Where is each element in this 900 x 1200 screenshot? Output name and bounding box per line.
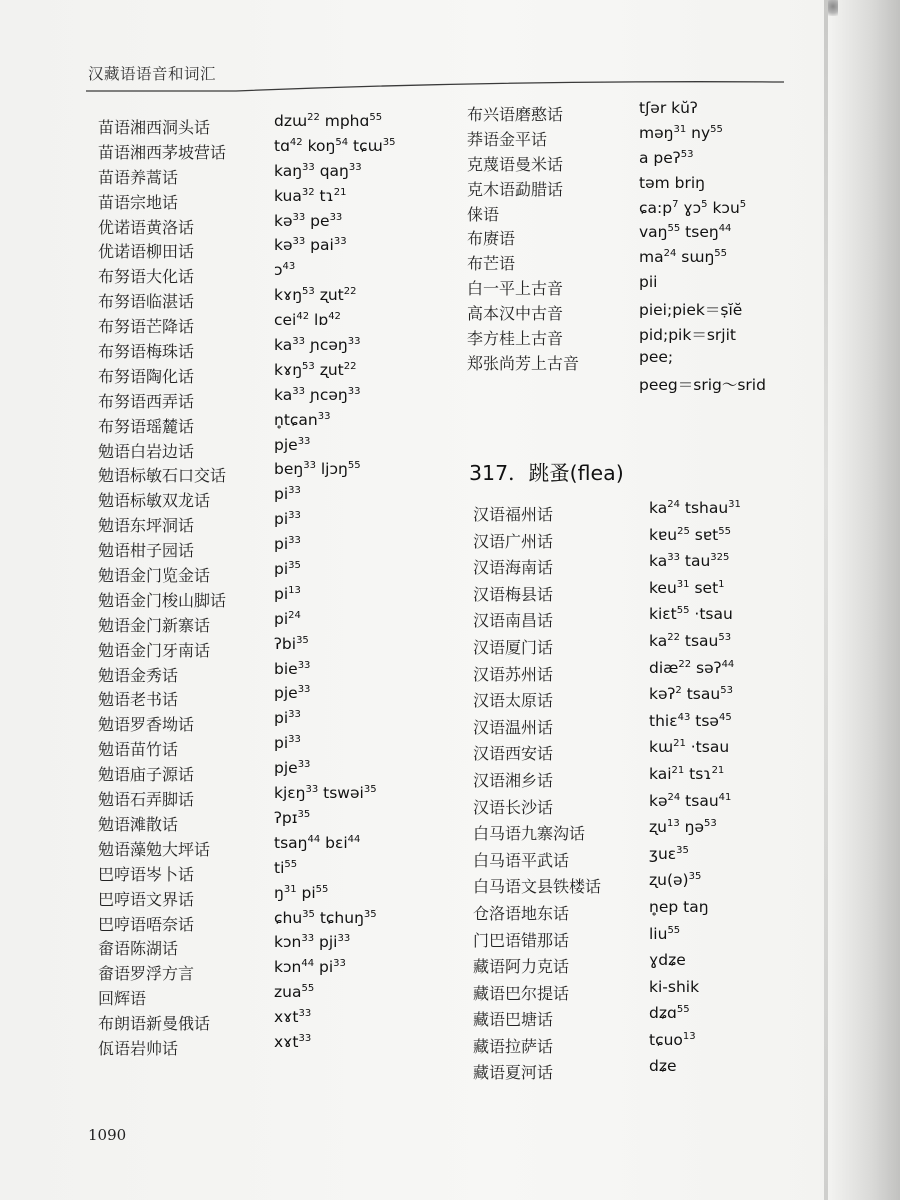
- dialect-name: 勉语滩散话: [98, 814, 179, 834]
- dialect-name: 苗语养蒿话: [98, 167, 179, 187]
- entry-row: [98, 1032, 418, 1061]
- phonetic-form: tʃər kŭʔ: [639, 99, 698, 117]
- dialect-name: 藏语巴塘话: [473, 1010, 554, 1030]
- phonetic-form: piei;piek＝ṣĭĕ: [639, 301, 743, 320]
- dialect-name: 汉语太原话: [473, 691, 554, 711]
- phonetic-form: vaŋ$^{55}$ tseŋ$^{44}$: [639, 223, 732, 242]
- phonetic-form: kiɛt$^{55}$ ·tsau: [649, 605, 733, 624]
- phonetic-form: diæ$^{22}$ səʔ$^{44}$: [649, 658, 735, 677]
- entry-row: [98, 908, 418, 937]
- dialect-name: 汉语湘乡话: [473, 770, 554, 790]
- entry-row: [473, 924, 823, 955]
- phonetic-form: təm briŋ: [639, 173, 705, 192]
- dialect-name: 勉语标敏石口交话: [98, 466, 227, 486]
- phonetic-form: ɕhu$^{35}$ tɕhuŋ$^{35}$: [274, 908, 377, 927]
- dialect-name: 汉语温州话: [473, 717, 554, 737]
- dialect-name: 巴哼语岑卜话: [98, 864, 195, 884]
- phonetic-form: kə$^{33}$ $pe^{33}$: [274, 211, 343, 230]
- phonetic-form: ki-shik: [649, 977, 700, 996]
- phonetic-form: kjɛŋ$^{33}$ tswəi$^{35}$: [274, 784, 377, 803]
- phonetic-form: kɐu$^{25}$ sɐt$^{55}$: [649, 525, 731, 544]
- entry-row: [98, 609, 418, 638]
- dialect-name: 克木语勐腊话: [467, 179, 564, 199]
- phonetic-form: kɤŋ$^{53}$ ʐut$^{22}$: [274, 360, 357, 379]
- entry-row: [473, 764, 823, 795]
- entry-row: [98, 983, 418, 1011]
- entry-row: [98, 236, 418, 264]
- phonetic-form: kɤŋ$^{53}$ ʐut$^{22}$: [274, 286, 357, 305]
- entry-row: [98, 435, 418, 464]
- phonetic-form: ʒuɛ$^{35}$: [649, 844, 689, 863]
- entry-row: [473, 525, 823, 556]
- entry-row: [98, 385, 418, 414]
- entry-row: [98, 261, 418, 289]
- phonetic-form: $ti^{55}$: [274, 858, 298, 877]
- phonetic-form: keu$^{31}$ set$^1$: [649, 578, 725, 597]
- entry-row: [98, 535, 418, 563]
- phonetic-form: pee;: [639, 347, 674, 366]
- entry-row: [473, 499, 823, 529]
- phonetic-form: $pi^{35}$: [274, 560, 301, 579]
- phonetic-form: $ɕa:p^7$ ɣɔ$^5$ kɔu$^5$: [639, 198, 747, 217]
- entry-row: [98, 634, 418, 663]
- dialect-name: 藏语夏河话: [473, 1063, 554, 1083]
- right-top-entry-list: [467, 99, 817, 401]
- dialect-name: 苗语湘西洞头话: [98, 118, 211, 137]
- dialect-name: 白马语平武话: [473, 850, 570, 870]
- dialect-name: 布努语梅珠话: [98, 342, 195, 362]
- entry-row: [473, 1030, 823, 1061]
- dialect-name: 优诺语黄洛话: [98, 217, 195, 237]
- dialect-name: 勉语东坪洞话: [98, 516, 195, 536]
- dialect-name: 布芒语: [467, 254, 516, 274]
- phonetic-form: n̥ep taŋ: [649, 897, 709, 916]
- entry-row: [473, 1004, 823, 1034]
- dialect-name: 优诺语柳田话: [98, 242, 195, 262]
- dialect-name: 巴哼语文界话: [98, 889, 195, 909]
- phonetic-form: $pi^{33}$: [274, 485, 301, 504]
- dialect-name: 汉语海南话: [473, 558, 554, 578]
- dialect-name: 克蔑语曼米话: [467, 154, 564, 174]
- entry-row: [98, 311, 418, 339]
- section-title: 317．跳蚤(flea): [469, 461, 624, 485]
- entry-row: [98, 659, 418, 688]
- phonetic-form: liu$^{55}$: [649, 924, 681, 943]
- entry-row: [98, 161, 418, 190]
- dialect-name: 勉语金门览金话: [98, 566, 211, 586]
- dialect-name: 勉语庙子源话: [98, 765, 195, 785]
- phonetic-form: kɔn$^{33}$ pji$^{33}$: [274, 933, 351, 952]
- entry-row: [98, 808, 418, 837]
- phonetic-form: $pi^{33}$: [274, 734, 301, 753]
- entry-row: [473, 844, 823, 875]
- phonetic-form: kə$^{24}$ tsau$^{41}$: [649, 791, 732, 810]
- phonetic-form: bie$^{33}$: [274, 659, 311, 678]
- dialect-name: 苗语湘西茅坡营话: [98, 142, 227, 162]
- entry-row: [98, 410, 418, 439]
- phonetic-form: tɑ$^{42}$ koŋ$^{54}$ tɕɯ$^{35}$: [274, 136, 396, 155]
- left-entry-list: [98, 112, 418, 1061]
- dialect-name: 汉语福州话: [473, 505, 554, 524]
- phonetic-form: dʑɑ$^{55}$: [649, 1004, 690, 1023]
- entry-row: [98, 958, 418, 986]
- dialect-name: 勉语罗香坳话: [98, 715, 195, 735]
- dialect-name: 布兴语磨憨话: [467, 105, 564, 124]
- entry-row: [473, 791, 823, 822]
- phonetic-form: $ma^{24}$ sɯŋ$^{55}$: [639, 248, 728, 267]
- dialect-name: 高本汉中古音: [467, 304, 564, 324]
- dialect-name: 佤语岩帅话: [98, 1038, 179, 1058]
- entry-row: [473, 552, 823, 582]
- phonetic-form: dzɯ$^{22}$ mphɑ$^{55}$: [274, 112, 383, 130]
- phonetic-form: a peʔ$^{53}$: [639, 148, 694, 167]
- entry-row: [98, 211, 418, 240]
- dialect-name: 回辉语: [98, 989, 147, 1009]
- dialect-name: 俫语: [467, 204, 500, 224]
- dialect-name: 苗语宗地话: [98, 192, 179, 212]
- phonetic-form: peeg＝srig～srid: [639, 375, 766, 394]
- entry-row: [98, 584, 418, 613]
- entry-row: [473, 1057, 823, 1087]
- entry-row: [473, 631, 823, 662]
- phonetic-form: xɤt$^{33}$: [274, 1032, 312, 1051]
- entry-row: [98, 136, 418, 165]
- entry-row: [98, 709, 418, 737]
- entry-row: [98, 460, 418, 488]
- phonetic-form: ʐu$^{13}$ ŋə$^{53}$: [649, 818, 717, 837]
- entry-row: [473, 871, 823, 901]
- phonetic-form: $pi^{33}$: [274, 535, 301, 554]
- page-number: 1090: [88, 1126, 127, 1144]
- phonetic-form: $pi^{24}$: [274, 609, 301, 628]
- entry-row: [473, 605, 823, 635]
- dialect-name: 勉语石弄脚话: [98, 790, 195, 810]
- dialect-name: 布赓语: [467, 229, 516, 249]
- entry-row: [98, 684, 418, 712]
- dialect-name: 勉语老书话: [98, 690, 179, 710]
- entry-row: [473, 977, 823, 1008]
- phonetic-form: ʔbi$^{35}$: [274, 634, 309, 653]
- dialect-name: 汉语南昌话: [473, 611, 554, 631]
- entry-row: [467, 376, 817, 401]
- page-gutter-shadow: [830, 0, 900, 1200]
- phonetic-form: pje$^{33}$: [274, 684, 311, 703]
- dialect-name: 布努语临湛话: [98, 292, 195, 312]
- dialect-name: 巴哼语唔奈话: [98, 914, 195, 934]
- phonetic-form: pid;pik＝srjit: [639, 326, 736, 345]
- phonetic-form: pii: [639, 273, 658, 292]
- dialect-name: 藏语巴尔提话: [473, 983, 570, 1003]
- entry-row: [473, 738, 823, 768]
- dialect-name: 李方桂上古音: [467, 329, 564, 349]
- phonetic-form: tɕuo$^{13}$: [649, 1030, 696, 1049]
- header-rule: [86, 64, 786, 94]
- entry-row: [98, 858, 418, 887]
- phonetic-form: zua$^{55}$: [274, 983, 315, 1002]
- dialect-name: 布努语瑶麓话: [98, 416, 195, 436]
- dialect-name: 勉语藻勉大坪话: [98, 839, 211, 859]
- phonetic-form: kəʔ$^2$ tsau$^{53}$: [649, 685, 733, 704]
- dialect-name: 布努语大化话: [98, 267, 195, 287]
- phonetic-form: ʐu(ə)$^{35}$: [649, 871, 702, 890]
- dialect-name: 畲语陈湖话: [98, 939, 179, 959]
- phonetic-form: $ka^{33}$ ɲcəŋ$^{33}$: [274, 385, 361, 404]
- dialect-name: 莽语金平话: [467, 129, 548, 149]
- phonetic-form: kɯ$^{21}$ ·tsau: [649, 738, 730, 757]
- entry-row: [473, 658, 823, 689]
- phonetic-form: $pi^{33}$: [274, 709, 301, 728]
- dialect-name: 门巴语错那话: [473, 930, 570, 950]
- entry-row: [98, 1008, 418, 1036]
- phonetic-form: beŋ$^{33}$ ljɔŋ$^{55}$: [274, 460, 361, 479]
- dialect-name: 汉语厦门话: [473, 637, 554, 657]
- dialect-name: 白马语九寨沟话: [473, 824, 586, 844]
- dialect-name: 布努语芒降话: [98, 317, 195, 337]
- dialect-name: 汉语西安话: [473, 744, 554, 764]
- phonetic-form: $ka^{33}$ tau$^{325}$: [649, 552, 730, 571]
- phonetic-form: n̥tɕan$^{33}$: [274, 410, 331, 429]
- page-edge: [824, 0, 828, 1200]
- phonetic-form: xɤt$^{33}$: [274, 1008, 312, 1027]
- entry-row: [473, 818, 823, 848]
- dialect-name: 布努语陶化话: [98, 366, 195, 386]
- dialect-name: 汉语苏州话: [473, 664, 554, 684]
- phonetic-form: kə$^{33}$ pai$^{33}$: [274, 236, 347, 255]
- dialect-name: 勉语金门梭山脚话: [98, 590, 227, 610]
- entry-row: [473, 578, 823, 609]
- entry-row: [98, 186, 418, 215]
- dialect-name: 仓洛语地东话: [473, 903, 570, 923]
- phonetic-form: pje$^{33}$: [274, 759, 311, 778]
- phonetic-form: cei$^{42}$ lɒ$^{42}$: [274, 311, 341, 330]
- dialect-name: 勉语金秀话: [98, 665, 179, 685]
- entry-row: [98, 510, 418, 538]
- dialect-name: 汉语广州话: [473, 531, 554, 551]
- phonetic-form: kɔn$^{44}$ $pi^{33}$: [274, 958, 346, 977]
- entry-row: [98, 336, 418, 364]
- phonetic-form: ɣdʑe: [649, 951, 686, 970]
- phonetic-form: $pi^{33}$: [274, 510, 301, 529]
- phonetic-form: ɔ$^{43}$: [274, 261, 296, 280]
- entry-row: [98, 360, 418, 389]
- phonetic-form: kua$^{32}$ tɿ$^{21}$: [274, 186, 347, 205]
- entry-row: [473, 711, 823, 742]
- phonetic-form: thiɛ$^{43}$ tsə$^{45}$: [649, 711, 732, 730]
- entry-row: [473, 951, 823, 981]
- entry-row: [98, 833, 418, 862]
- dialect-name: 藏语拉萨话: [473, 1036, 554, 1056]
- dialect-name: 汉语长沙话: [473, 797, 554, 817]
- dialect-name: 白马语文县铁楼话: [473, 877, 602, 897]
- dialect-name: 藏语阿力克话: [473, 957, 570, 977]
- entry-row: [98, 286, 418, 314]
- phonetic-form: $ka^{22}$ tsau$^{53}$: [649, 631, 732, 650]
- running-header: 汉藏语语音和词汇: [88, 65, 217, 83]
- phonetic-form: ʔpɪ$^{35}$: [274, 808, 311, 827]
- corner-mark: [828, 0, 838, 16]
- entry-row: [98, 933, 418, 961]
- dialect-name: 勉语标敏双龙话: [98, 491, 211, 511]
- phonetic-form: kai$^{21}$ tsɿ$^{21}$: [649, 764, 725, 783]
- phonetic-form: $ŋ^{31}$ $pi^{55}$: [274, 883, 329, 902]
- dialect-name: 郑张尚芳上古音: [467, 353, 580, 373]
- entry-row: [473, 685, 823, 715]
- phonetic-form: kaŋ$^{33}$ qaŋ$^{33}$: [274, 161, 362, 180]
- dialect-name: 勉语白岩边话: [98, 441, 195, 461]
- phonetic-form: pje$^{33}$: [274, 435, 311, 454]
- right-bottom-entry-list: [473, 499, 823, 1087]
- dialect-name: 白一平上古音: [467, 279, 564, 299]
- dialect-name: 布朗语新曼俄话: [98, 1014, 211, 1034]
- phonetic-form: $pi^{13}$: [274, 584, 301, 603]
- dialect-name: 汉语梅县话: [473, 584, 554, 604]
- dialect-name: 畲语罗浮方言: [98, 964, 195, 984]
- dialect-name: 勉语金门牙南话: [98, 640, 211, 660]
- entry-row: [98, 560, 418, 588]
- phonetic-form: dʑe: [649, 1057, 677, 1076]
- phonetic-form: $ka^{24}$ tshau$^{31}$: [649, 499, 741, 517]
- dialect-name: 勉语金门新寨话: [98, 615, 211, 635]
- phonetic-form: tsaŋ$^{44}$ bɛi$^{44}$: [274, 833, 361, 852]
- entry-row: [473, 897, 823, 928]
- dialect-name: 布努语西弄话: [98, 391, 195, 411]
- phonetic-form: məŋ$^{31}$ $ny^{55}$: [639, 123, 723, 142]
- entry-row: [98, 784, 418, 812]
- entry-row: [98, 485, 418, 513]
- entry-row: [98, 734, 418, 762]
- phonetic-form: $ka^{33}$ ɲcəŋ$^{33}$: [274, 336, 361, 355]
- dialect-name: 勉语柑子园话: [98, 541, 195, 561]
- dialect-name: 勉语苗竹话: [98, 740, 179, 760]
